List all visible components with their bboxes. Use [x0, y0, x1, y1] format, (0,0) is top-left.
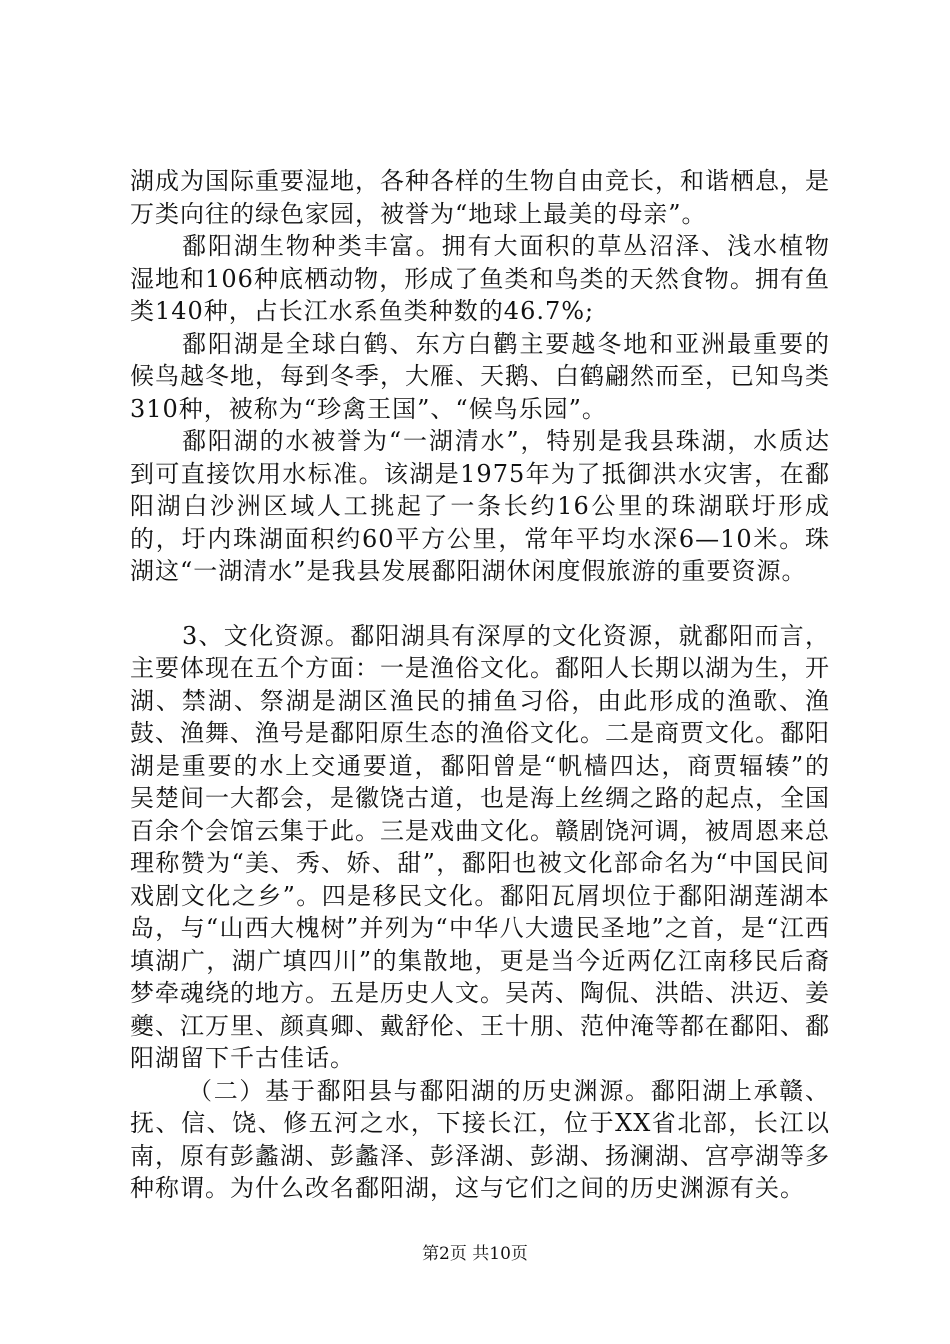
paragraph-continuation: 湖成为国际重要湿地，各种各样的生物自由竞长，和谐栖息，是万类向往的绿色家园，被誉为“地球上最美的母亲”。 — [130, 167, 830, 228]
body-text — [130, 165, 830, 1205]
paragraph-clear-water: 鄱阳湖的水被誉为“一湖清水”，特别是我县珠湖，水质达到可直接饮用水标准。该湖是1975年为了抵御洪水灾害，在鄱阳湖白沙洲区域人工挑起了一条长约16公里的珠湖联圩形成的，圩内珠湖面积约60平方公里，常年平均水深6—10米。珠湖这“一湖清水”是我县发展鄱阳湖休闲度假旅游的重要资源。 — [130, 427, 830, 585]
paragraph-biodiversity: 鄱阳湖生物种类丰富。拥有大面积的草丛沼泽、浅水植物湿地和106种底栖动物，形成了鱼类和鸟类的天然食物。拥有鱼类140种，占长江水系鱼类种数的46.7%; — [130, 232, 830, 325]
paragraph-cultural-resources: 3、文化资源。鄱阳湖具有深厚的文化资源，就鄱阳而言，主要体现在五个方面：一是渔俗文化。鄱阳人长期以湖为生，开湖、禁湖、祭湖是湖区渔民的捕鱼习俗，由此形成的渔歌、渔鼓、渔舞、渔号是鄱阳原生态的渔俗文化。二是商贾文化。鄱阳湖是重要的水上交通要道，鄱阳曾是“帆樯四达，商贾辐辏”的吴楚间一大都会，是徽饶古道，也是海上丝绸之路的起点，全国百余个会馆云集于此。三是戏曲文化。赣剧饶河调，被周恩来总理称赞为“美、秀、娇、甜”，鄱阳也被文化部命名为“中国民间戏剧文化之乡”。四是移民文化。鄱阳瓦屑坝位于鄱阳湖莲湖本岛，与“山西大槐树”并列为“中华八大遗民圣地”之首，是“江西填湖广，湖广填四川”的集散地，更是当今近两亿江南移民后裔梦牵魂绕的地方。五是历史人文。吴芮、陶侃、洪皓、洪迈、姜夔、江万里、颜真卿、戴舒伦、王十朋、范仲淹等都在鄱阳、鄱阳湖留下千古佳话。 — [130, 621, 830, 1072]
paragraph-migratory-birds: 鄱阳湖是全球白鹤、东方白鹳主要越冬地和亚洲最重要的候鸟越冬地，每到冬季，大雁、天鹅、白鹤翩然而至，已知鸟类310种，被称为“珍禽王国”、“候鸟乐园”。 — [130, 329, 830, 423]
page-footer: 第2页 共10页 — [422, 1244, 528, 1264]
paragraph-historical-origin: （二）基于鄱阳县与鄱阳湖的历史渊源。鄱阳湖上承赣、抚、信、饶、修五河之水，下接长江，位于XX省北部，长江以南，原有彭蠡湖、彭蠡泽、彭泽湖、彭湖、扬澜湖、宫亭湖等多种称谓。为什么改名鄱阳湖，这与它们之间的历史渊源有关。 — [130, 1076, 830, 1202]
